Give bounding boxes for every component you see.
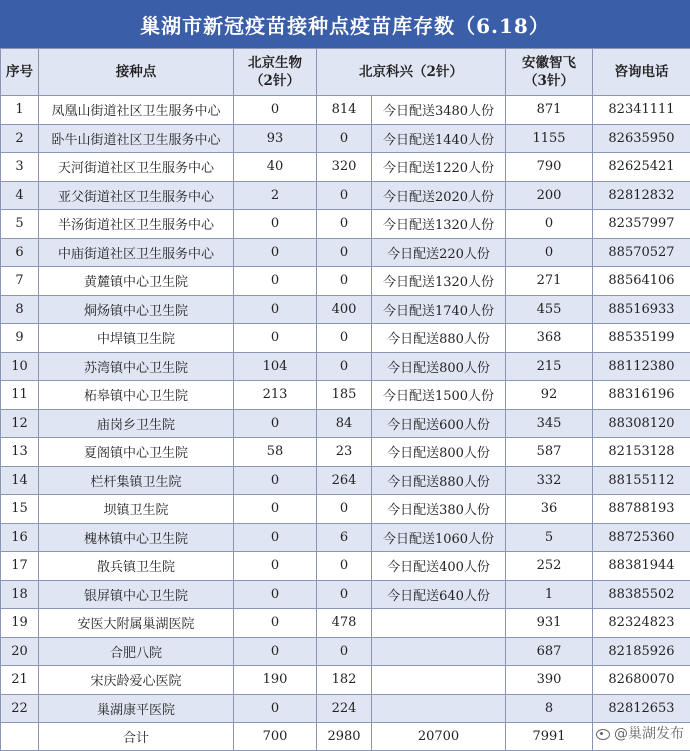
cell-kx: 400	[317, 295, 372, 324]
cell-no: 13	[1, 438, 39, 467]
cell-kx-today	[372, 637, 506, 666]
total-no	[1, 723, 39, 751]
cell-bjsw: 0	[234, 96, 317, 125]
cell-kx: 0	[317, 181, 372, 210]
cell-kx-today: 今日配送880人份	[372, 324, 506, 353]
cell-zf: 252	[506, 552, 593, 581]
cell-kx: 0	[317, 495, 372, 524]
cell-zf: 931	[506, 609, 593, 638]
cell-kx-today: 今日配送880人份	[372, 466, 506, 495]
cell-zf: 92	[506, 381, 593, 410]
cell-bjsw: 40	[234, 153, 317, 182]
cell-kx: 814	[317, 96, 372, 125]
table-row	[1, 153, 690, 182]
table-row	[1, 409, 690, 438]
cell-no: 6	[1, 238, 39, 267]
cell-site: 坝镇卫生院	[39, 495, 234, 524]
total-bjsw: 700	[234, 723, 317, 751]
table-row	[1, 580, 690, 609]
table-row	[1, 495, 690, 524]
total-label: 合计	[39, 723, 234, 751]
cell-phone: 82185926	[593, 637, 690, 666]
table-row	[1, 238, 690, 267]
cell-zf: 0	[506, 238, 593, 267]
cell-bjsw: 0	[234, 324, 317, 353]
cell-site: 亚父街道社区卫生服务中心	[39, 181, 234, 210]
cell-phone: 88788193	[593, 495, 690, 524]
header-bjkx: 北京科兴（2针）	[317, 49, 506, 96]
table-row	[1, 694, 690, 723]
cell-kx: 6	[317, 523, 372, 552]
table-row	[1, 381, 690, 410]
cell-site: 散兵镇卫生院	[39, 552, 234, 581]
cell-site: 槐林镇中心卫生院	[39, 523, 234, 552]
table-row	[1, 96, 690, 125]
cell-kx: 0	[317, 267, 372, 296]
cell-bjsw: 0	[234, 694, 317, 723]
table-row	[1, 552, 690, 581]
table-row	[1, 609, 690, 638]
cell-no: 14	[1, 466, 39, 495]
cell-bjsw: 0	[234, 409, 317, 438]
cell-no: 11	[1, 381, 39, 410]
cell-site: 黄麓镇中心卫生院	[39, 267, 234, 296]
cell-phone: 82680070	[593, 666, 690, 695]
table-row	[1, 295, 690, 324]
total-zf: 7991	[506, 723, 593, 751]
cell-site: 巢湖康平医院	[39, 694, 234, 723]
cell-bjsw: 104	[234, 352, 317, 381]
table-title: 巢湖市新冠疫苗接种点疫苗库存数（6.18）	[0, 0, 690, 48]
cell-zf: 1	[506, 580, 593, 609]
cell-phone: 88308120	[593, 409, 690, 438]
cell-phone: 82635950	[593, 124, 690, 153]
cell-kx: 84	[317, 409, 372, 438]
cell-kx: 320	[317, 153, 372, 182]
cell-no: 3	[1, 153, 39, 182]
cell-no: 22	[1, 694, 39, 723]
cell-kx-today: 今日配送1440人份	[372, 124, 506, 153]
header-phone: 咨询电话	[593, 49, 690, 96]
table-row	[1, 438, 690, 467]
cell-kx: 182	[317, 666, 372, 695]
cell-bjsw: 93	[234, 124, 317, 153]
cell-bjsw: 0	[234, 495, 317, 524]
cell-kx: 0	[317, 552, 372, 581]
cell-bjsw: 213	[234, 381, 317, 410]
cell-kx-today: 今日配送1740人份	[372, 295, 506, 324]
vaccine-stock-table	[0, 48, 690, 751]
cell-kx-today	[372, 666, 506, 695]
cell-phone: 88385502	[593, 580, 690, 609]
cell-bjsw: 0	[234, 580, 317, 609]
cell-no: 16	[1, 523, 39, 552]
total-row	[1, 723, 690, 751]
cell-kx: 23	[317, 438, 372, 467]
cell-phone: 88564106	[593, 267, 690, 296]
cell-kx-today: 今日配送1320人份	[372, 210, 506, 239]
cell-bjsw: 2	[234, 181, 317, 210]
cell-zf: 200	[506, 181, 593, 210]
cell-zf: 271	[506, 267, 593, 296]
cell-no: 20	[1, 637, 39, 666]
cell-kx-today: 今日配送640人份	[372, 580, 506, 609]
cell-no: 10	[1, 352, 39, 381]
cell-site: 合肥八院	[39, 637, 234, 666]
cell-no: 21	[1, 666, 39, 695]
cell-site: 中垾镇卫生院	[39, 324, 234, 353]
cell-kx-today: 今日配送1220人份	[372, 153, 506, 182]
cell-kx: 224	[317, 694, 372, 723]
cell-kx: 478	[317, 609, 372, 638]
cell-kx: 0	[317, 238, 372, 267]
cell-site: 宋庆龄爱心医院	[39, 666, 234, 695]
cell-zf: 215	[506, 352, 593, 381]
cell-no: 17	[1, 552, 39, 581]
cell-bjsw: 0	[234, 295, 317, 324]
cell-bjsw: 0	[234, 466, 317, 495]
cell-site: 栏杆集镇卫生院	[39, 466, 234, 495]
cell-phone: 82341111	[593, 96, 690, 125]
weibo-watermark	[595, 723, 684, 743]
table-row	[1, 523, 690, 552]
cell-kx-today: 今日配送2020人份	[372, 181, 506, 210]
cell-phone: 88316196	[593, 381, 690, 410]
cell-site: 半汤街道社区卫生服务中心	[39, 210, 234, 239]
cell-phone: 82357997	[593, 210, 690, 239]
cell-kx-today: 今日配送1320人份	[372, 267, 506, 296]
cell-phone: 82153128	[593, 438, 690, 467]
table-row	[1, 324, 690, 353]
cell-kx-today: 今日配送800人份	[372, 352, 506, 381]
cell-no: 18	[1, 580, 39, 609]
cell-bjsw: 0	[234, 210, 317, 239]
header-no: 序号	[1, 49, 39, 96]
cell-phone: 82812832	[593, 181, 690, 210]
cell-kx-today: 今日配送600人份	[372, 409, 506, 438]
table-row	[1, 181, 690, 210]
cell-site: 苏湾镇中心卫生院	[39, 352, 234, 381]
cell-bjsw: 0	[234, 238, 317, 267]
cell-bjsw: 0	[234, 267, 317, 296]
cell-site: 烔炀镇中心卫生院	[39, 295, 234, 324]
cell-kx: 0	[317, 324, 372, 353]
total-kx-today: 20700	[372, 723, 506, 751]
cell-zf: 345	[506, 409, 593, 438]
cell-zf: 332	[506, 466, 593, 495]
cell-site: 天河街道社区卫生服务中心	[39, 153, 234, 182]
cell-no: 5	[1, 210, 39, 239]
cell-no: 1	[1, 96, 39, 125]
cell-no: 19	[1, 609, 39, 638]
cell-phone: 82324823	[593, 609, 690, 638]
cell-zf: 790	[506, 153, 593, 182]
cell-kx-today: 今日配送800人份	[372, 438, 506, 467]
table-row	[1, 466, 690, 495]
cell-zf: 587	[506, 438, 593, 467]
cell-phone: 88155112	[593, 466, 690, 495]
cell-site: 庙岗乡卫生院	[39, 409, 234, 438]
table-row	[1, 267, 690, 296]
cell-kx-today: 今日配送1500人份	[372, 381, 506, 410]
cell-site: 银屏镇中心卫生院	[39, 580, 234, 609]
cell-kx: 0	[317, 124, 372, 153]
cell-zf: 5	[506, 523, 593, 552]
table-row	[1, 210, 690, 239]
cell-bjsw: 0	[234, 523, 317, 552]
cell-zf: 455	[506, 295, 593, 324]
cell-no: 12	[1, 409, 39, 438]
cell-kx: 0	[317, 210, 372, 239]
cell-kx-today: 今日配送3480人份	[372, 96, 506, 125]
cell-phone: 88516933	[593, 295, 690, 324]
cell-bjsw: 58	[234, 438, 317, 467]
header-bjsw: 北京生物 （2针）	[234, 49, 317, 96]
cell-site: 柘皋镇中心卫生院	[39, 381, 234, 410]
table-row	[1, 352, 690, 381]
cell-zf: 687	[506, 637, 593, 666]
cell-bjsw: 0	[234, 552, 317, 581]
cell-zf: 390	[506, 666, 593, 695]
cell-kx: 0	[317, 580, 372, 609]
cell-kx: 264	[317, 466, 372, 495]
total-kx: 2980	[317, 723, 372, 751]
header-row	[1, 49, 690, 96]
cell-no: 8	[1, 295, 39, 324]
watermark-text: @巢湖发布	[614, 723, 684, 743]
cell-kx-today	[372, 609, 506, 638]
cell-kx: 0	[317, 637, 372, 666]
cell-phone: 88570527	[593, 238, 690, 267]
cell-zf: 368	[506, 324, 593, 353]
header-site: 接种点	[39, 49, 234, 96]
cell-zf: 871	[506, 96, 593, 125]
cell-kx-today: 今日配送400人份	[372, 552, 506, 581]
cell-no: 4	[1, 181, 39, 210]
cell-site: 凤凰山街道社区卫生服务中心	[39, 96, 234, 125]
table-row	[1, 124, 690, 153]
cell-zf: 36	[506, 495, 593, 524]
cell-site: 安医大附属巢湖医院	[39, 609, 234, 638]
cell-kx-today: 今日配送380人份	[372, 495, 506, 524]
cell-zf: 8	[506, 694, 593, 723]
cell-no: 9	[1, 324, 39, 353]
cell-no: 15	[1, 495, 39, 524]
cell-phone: 88725360	[593, 523, 690, 552]
cell-bjsw: 190	[234, 666, 317, 695]
cell-phone: 88535199	[593, 324, 690, 353]
cell-site: 夏阁镇中心卫生院	[39, 438, 234, 467]
cell-site: 中庙街道社区卫生服务中心	[39, 238, 234, 267]
cell-kx-today	[372, 694, 506, 723]
cell-no: 7	[1, 267, 39, 296]
cell-bjsw: 0	[234, 609, 317, 638]
cell-zf: 0	[506, 210, 593, 239]
cell-kx-today: 今日配送1060人份	[372, 523, 506, 552]
table-row	[1, 637, 690, 666]
cell-phone: 82812653	[593, 694, 690, 723]
table-row	[1, 666, 690, 695]
cell-kx: 185	[317, 381, 372, 410]
cell-site: 卧牛山街道社区卫生服务中心	[39, 124, 234, 153]
weibo-icon	[595, 726, 611, 740]
cell-phone: 88112380	[593, 352, 690, 381]
cell-zf: 1155	[506, 124, 593, 153]
cell-phone: 82625421	[593, 153, 690, 182]
cell-no: 2	[1, 124, 39, 153]
header-ahzf: 安徽智飞 （3针）	[506, 49, 593, 96]
cell-bjsw: 0	[234, 637, 317, 666]
cell-kx-today: 今日配送220人份	[372, 238, 506, 267]
cell-phone: 88381944	[593, 552, 690, 581]
cell-kx: 0	[317, 352, 372, 381]
